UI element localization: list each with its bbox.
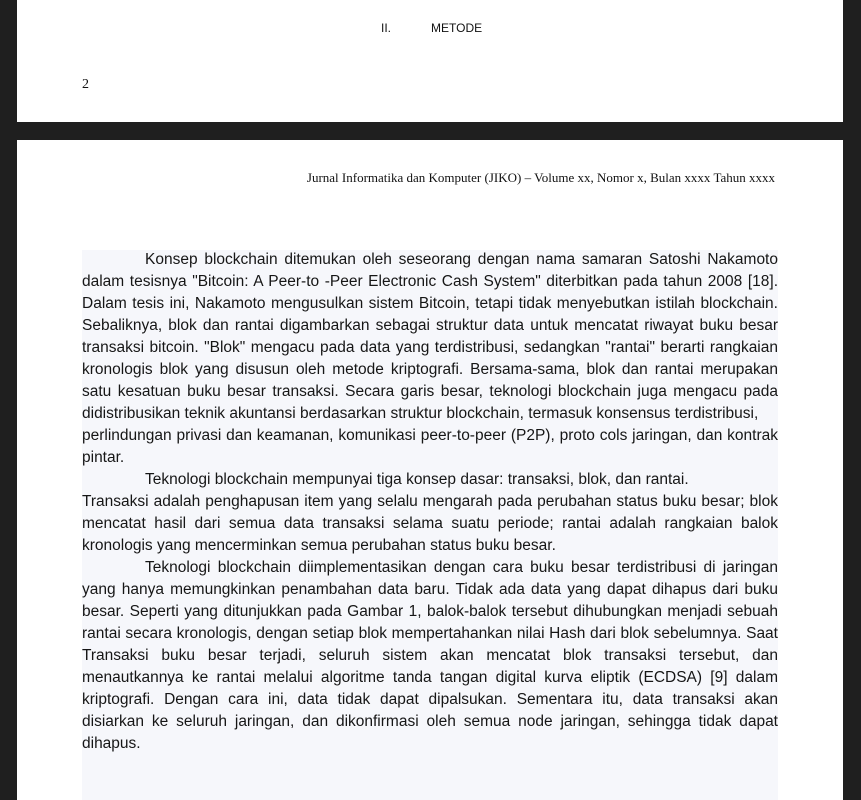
paragraph-blockchain-origin: Konsep blockchain ditemukan oleh seseorang dengan nama samaran Satoshi Nakamoto dalam tesisnya "Bitcoin: A Peer-to -Peer Electronic Cash System" diterbitkan pada tahun 2008 [18]. Dalam tesis ini, Nakamoto mengusulkan sistem Bitcoin, tetapi tidak menyebutkan istilah blockchain. Sebaliknya, blok dan rantai digambarkan sebagai struktur data untuk mencatat riwayat buku besar transaksi bitcoin. "Blok" mengacu pada data yang terdistribusi, sedangkan "rantai" berarti rangkaian kronologis blok yang disusun oleh metode kriptografi. Bersama-sama, blok dan rantai merupakan satu kesatuan buku besar transaksi. Secara garis besar, teknologi blockchain juga mengacu pada didistribusikan teknik akuntansi berdasarkan struktur blockchain, termasuk konsensus terdistribusi, bbox=[82, 251, 778, 422]
section-number: II. bbox=[381, 21, 392, 35]
current-page bbox=[17, 140, 843, 800]
page-number: 2 bbox=[82, 77, 89, 92]
paragraph-definitions: Transaksi adalah penghapusan item yang selalu mengarah pada perubahan status buku besar; blok mencatat hasil dari semua data transaksi selama suatu periode; rantai adalah rangkaian balok kronologis yang mencerminkan semua perubahan status buku besar. bbox=[82, 493, 778, 554]
previous-page bbox=[17, 0, 843, 122]
paragraph-basic-concepts: Teknologi blockchain mempunyai tiga konsep dasar: transaksi, blok, dan rantai. bbox=[145, 471, 689, 488]
running-header: Jurnal Informatika dan Komputer (JIKO) – Volume xx, Nomor x, Bulan xxxx Tahun xxxx bbox=[306, 170, 775, 185]
section-title: METODE bbox=[431, 21, 483, 35]
paragraph-continuation: perlindungan privasi dan keamanan, komunikasi peer-to-peer (P2P), proto cols jaringan, dan kontrak pintar. bbox=[82, 427, 778, 466]
body-text bbox=[82, 249, 778, 755]
paragraph-implementation: Teknologi blockchain diimplementasikan dengan cara buku besar terdistribusi di jaringan yang hanya memungkinkan penambahan data baru. Tidak ada data yang dapat dihapus dari buku besar. Seperti yang ditunjukkan pada Gambar 1, balok-balok tersebut dihubungkan menjadi sebuah rantai secara kronologis, dengan setiap blok mempertahankan nilai Hash dari blok sebelumnya. Saat Transaksi buku besar terjadi, seluruh sistem akan mencatat blok transaksi tersebut, dan menautkannya ke rantai melalui algoritme tanda tangan digital kurva eliptik (ECDSA) [9] dalam kriptografi. Dengan cara ini, data tidak dapat dipalsukan. Sementara itu, data transaksi akan disiarkan ke seluruh jaringan, dan dikonfirmasi oleh semua node jaringan, sehingga tidak dapat dihapus. bbox=[82, 559, 778, 752]
